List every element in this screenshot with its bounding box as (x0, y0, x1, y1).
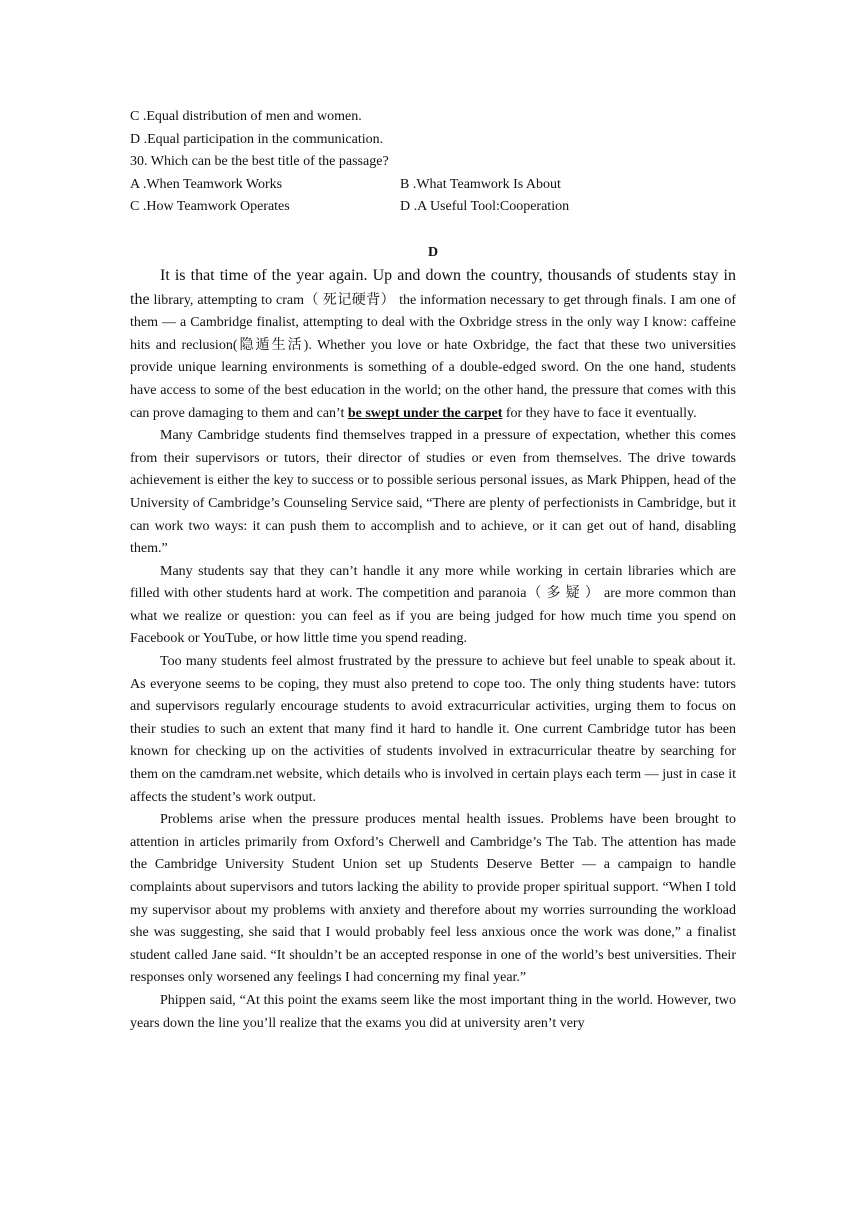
section-heading: D (427, 244, 439, 260)
option-d-q29: D .Equal participation in the communication. (130, 131, 384, 147)
paragraph-1-rest: library, attempting to cram（ 死记硬背） the information necessary to get through finals. I am one of them — a Cambridge finalist, attempting to deal with the Oxbridge stress in the only way I know: caffeine hits and reclusion(隐遁生活). Whether you love or hate Oxbridge, the fact that these two universities provide unique learning environments is something of a double-edged sword. On the one hand, students have access to some of the best education in the world; on the other hand, the pressure that comes with this can prove damaging to them and can’t (130, 292, 736, 421)
paragraph-1 (130, 265, 736, 425)
underlined-phrase: be swept under the carpet (347, 405, 503, 421)
q30-options-row-1 (130, 174, 736, 197)
q30-option-d: D .A Useful Tool:Cooperation (400, 199, 570, 215)
paragraph-1-end: for they have to face it eventually. (502, 405, 697, 421)
q30-option-a: A .When Teamwork Works (130, 176, 283, 192)
paragraph-6: Phippen said, “At this point the exams seem like the most important thing in the world. However, two years down the line you’ll realize that the exams you did at university aren’t very (130, 992, 736, 1031)
paragraph-3: Many students say that they can’t handle it any more while working in certain libraries which are filled with other students hard at work. The competition and paranoia（ 多 疑 ） are more common than what we realize or question: you can feel as if you are being judged for how much time you spend on Facebook or YouTube, or how little time you spend reading. (130, 563, 736, 647)
paragraph-5: Problems arise when the pressure produces mental health issues. Problems have been brought to attention in articles primarily from Oxford’s Cherwell and Cambridge’s The Tab. The attention has made the Cambridge University Student Union set up Students Deserve Better — a campaign to handle complaints about supervisors and tutors lacking the ability to provide proper spiritual support. “When I told my supervisor about my problems with anxiety and therefore about my worries surrounding the workload she was suggesting, she said that I would probably feel less anxious once the work was done,” a finalist student called Jane said. “It shouldn’t be an accepted response in one of the world’s best universities. Their responses only worsened any feelings I had concerning my final year.” (130, 812, 736, 986)
question-30: 30. Which can be the best title of the passage? (130, 154, 389, 170)
q30-option-b: B .What Teamwork Is About (400, 176, 561, 192)
option-c-q29: C .Equal distribution of men and women. (130, 109, 362, 124)
spacer (130, 219, 736, 241)
paragraph-2: Many Cambridge students find themselves trapped in a pressure of expectation, whether this comes from their supervisors or tutors, their director of studies or even from themselves. The drive towards achievement is either the key to success or to possible serious personal issues, as Mark Phippen, head of the University of Cambridge’s Counseling Service said, “There are plenty of perfectionists in Cambridge, but it can work two ways: it can push them to accomplish and to achieve, or it can get out of hand, disabling them.” (130, 428, 736, 557)
q30-option-c: C .How Teamwork Operates (130, 199, 290, 215)
q30-options-row-2 (130, 196, 736, 219)
paragraph-4: Too many students feel almost frustrated by the pressure to achieve but feel unable to speak about it. As everyone seems to be coping, they must also pretend to cope too. The only thing students have: tutors and supervisors regularly encourage students to avoid extracurricular activities, urging them to focus on their studies to such an extent that many find it hard to handle it. One current Cambridge tutor has been known for checking up on the activities of students involved in extracurricular theatre by searching for them on the camdram.net website, which details who is involved in certain plays each term — just in case it affects the student’s work output. (130, 654, 736, 805)
paragraph-1-lead: It is that time of the year again. Up and down the country, thousands of students stay in the (130, 266, 736, 308)
document-page (130, 106, 736, 1035)
